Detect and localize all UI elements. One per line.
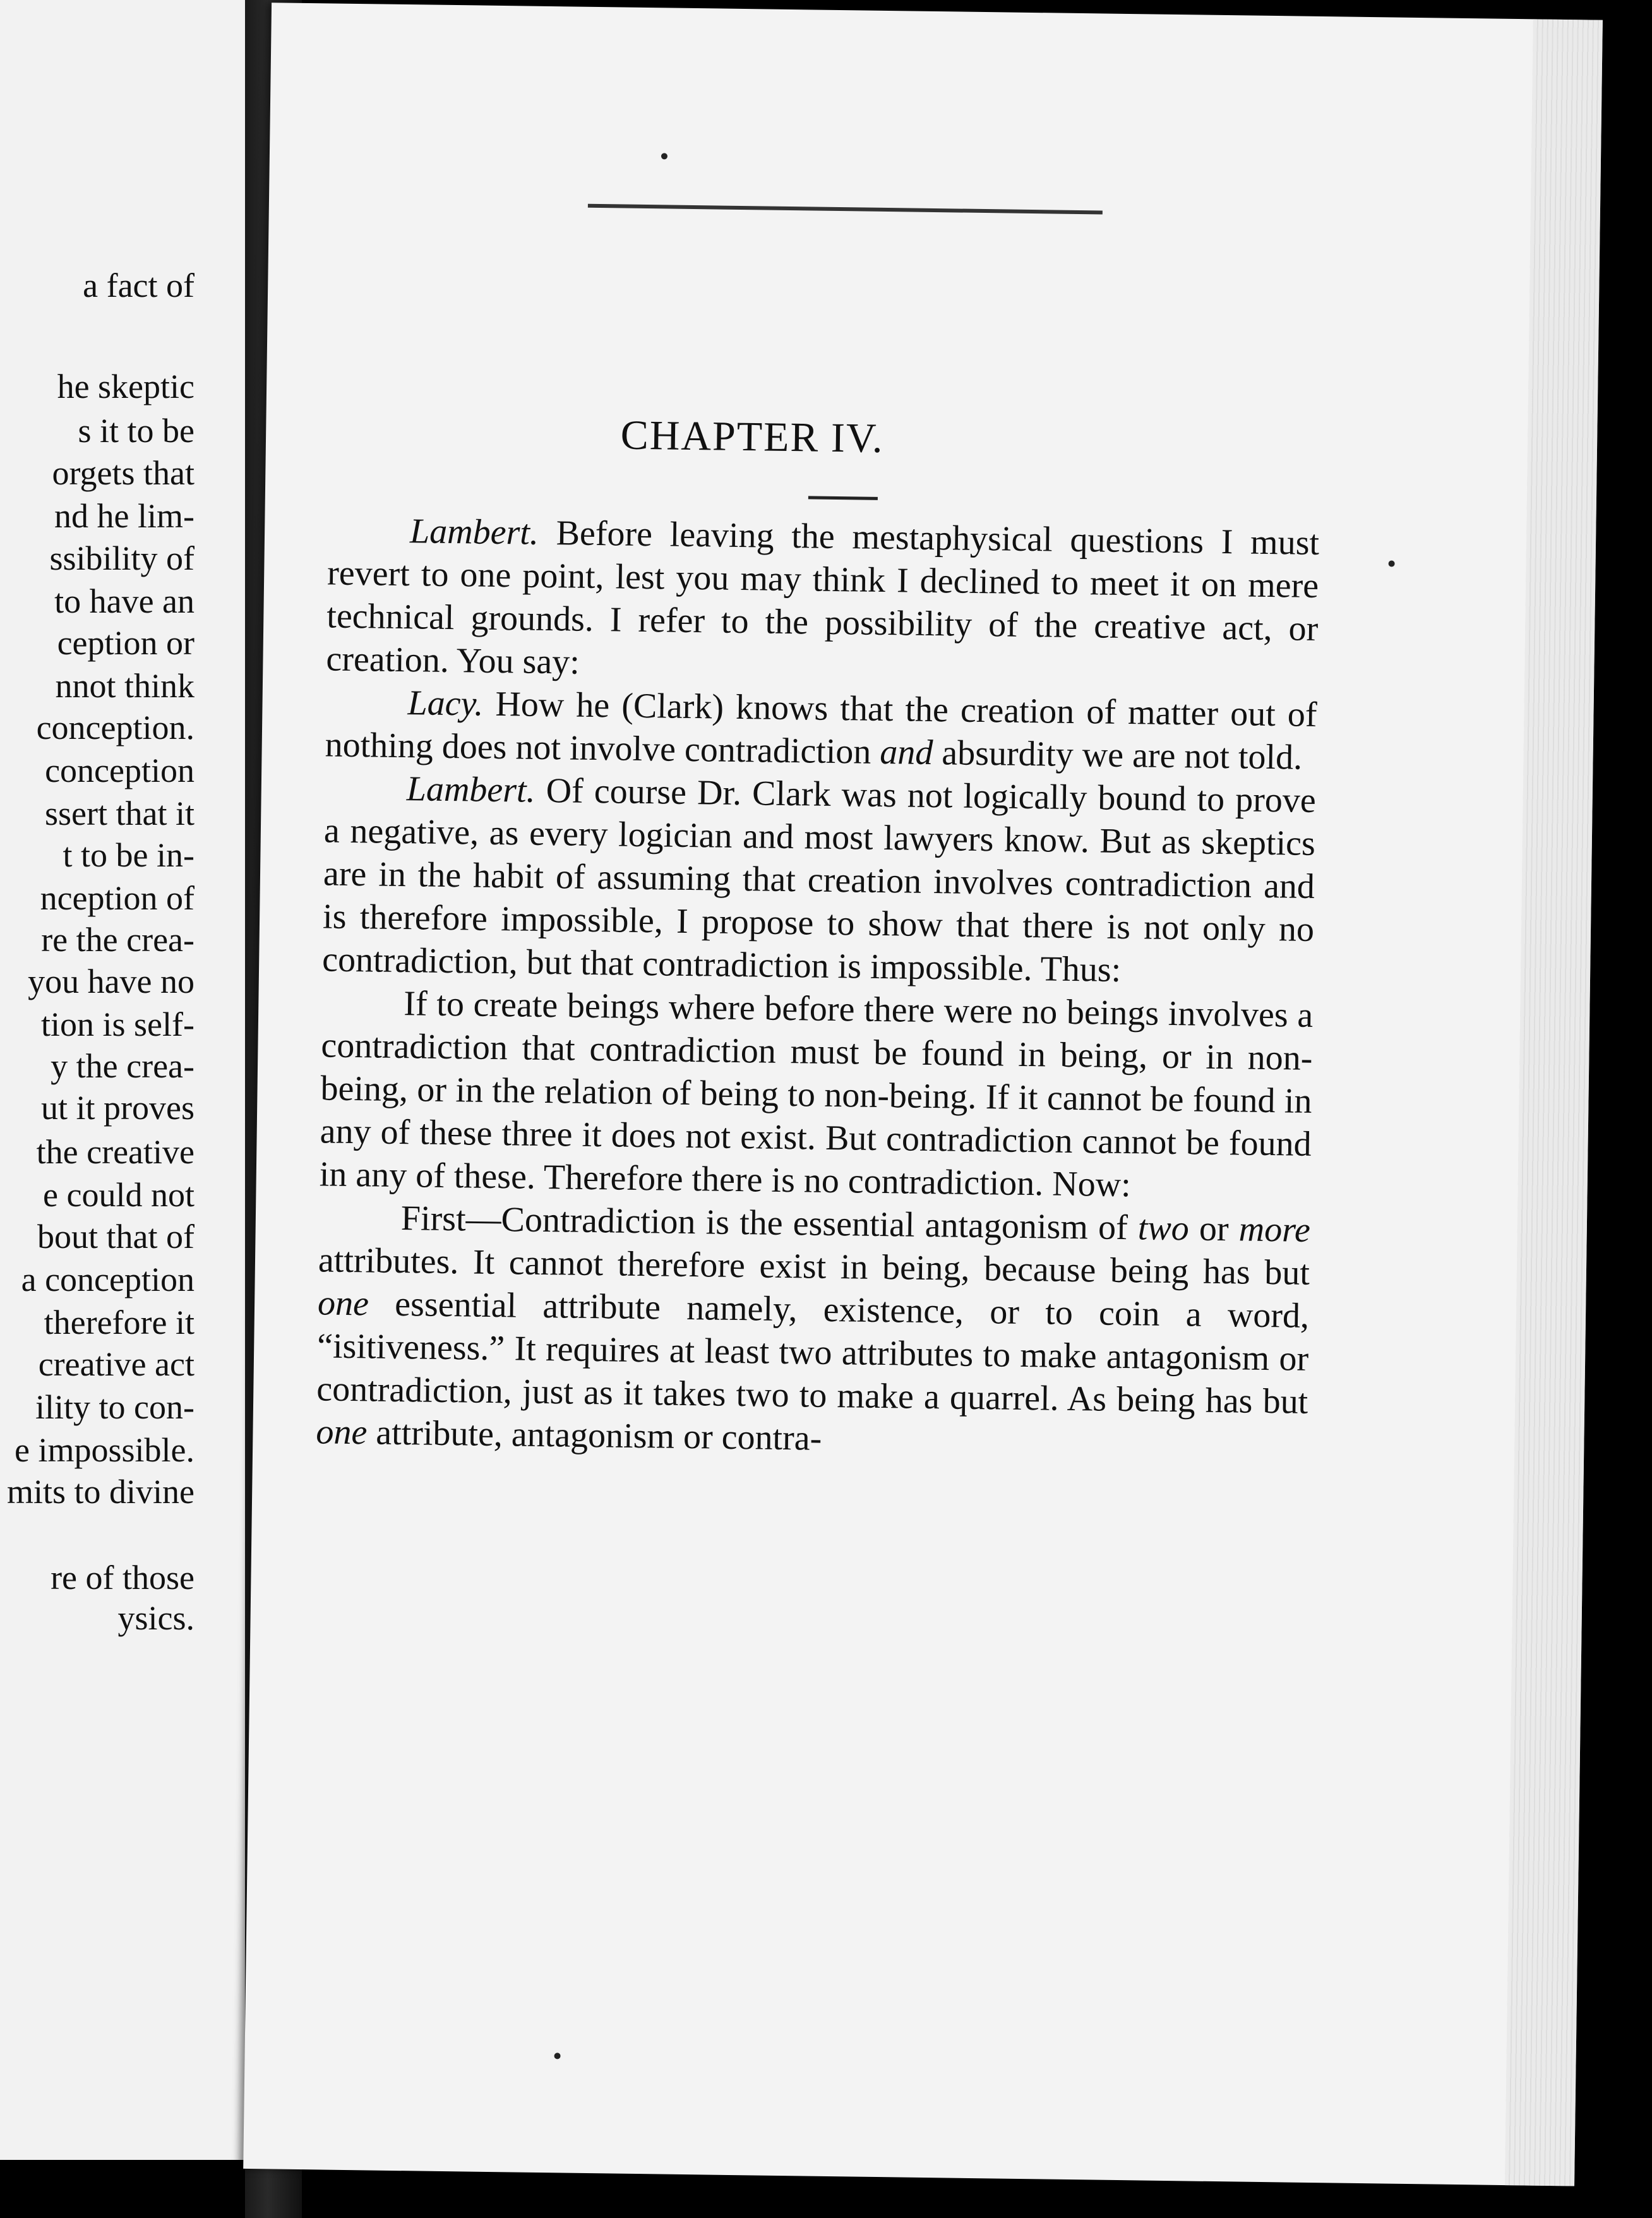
- left-page-line: re the crea-: [41, 921, 195, 959]
- paragraph-text: First—Contradiction is the essential antagonism of: [400, 1199, 1139, 1248]
- left-page-line: s it to be: [78, 412, 195, 450]
- emphasis: two: [1137, 1208, 1190, 1249]
- paragraph: [322, 766, 1316, 994]
- left-page-line: the creative: [36, 1133, 195, 1171]
- page-edges: [1505, 19, 1603, 2186]
- left-page-line: e could not: [43, 1176, 195, 1214]
- left-page-line: ssert that it: [45, 794, 195, 832]
- ink-speck: [554, 2053, 561, 2059]
- speaker-name: Lambert.: [409, 512, 539, 553]
- left-page-line: a fact of: [83, 267, 195, 304]
- paragraph-text: Of course Dr. Clark was not logically bound to prove a negative, as every logician and most lawyers know. But as skeptics are in the habit of assuming that creation involves contradiction and is therefore impossible, I propose to show that there is not only no contradiction, but that contradiction is impossible. Thus:: [321, 770, 1317, 990]
- left-page-line: ility to con-: [35, 1388, 195, 1426]
- paragraph-text: attributes. It cannot therefore exist in being, because being has but: [318, 1240, 1310, 1293]
- left-page-line: creative act: [38, 1345, 195, 1383]
- paragraph: [319, 981, 1313, 1209]
- left-page-line: conception: [45, 752, 195, 789]
- left-page-line: re of those: [51, 1559, 195, 1597]
- speaker-name: Lacy.: [407, 683, 484, 724]
- left-page-line: ysics.: [117, 1599, 195, 1637]
- left-page-line: nd he lim-: [54, 497, 195, 535]
- left-page-line: ut it proves: [41, 1089, 195, 1127]
- left-facing-page: [0, 0, 245, 2160]
- paragraph-text: Before leaving the mestaphysical questions I must revert to one point, lest you may think I declined to meet it on mere technical grounds. I refer to the possibility of the creative act, or creation. You say:: [326, 513, 1320, 682]
- ink-speck: [1389, 560, 1395, 566]
- emphasis: more: [1238, 1209, 1311, 1250]
- ink-speck: [661, 153, 667, 159]
- left-page-line: he skeptic: [57, 368, 195, 405]
- emphasis: and: [879, 732, 933, 773]
- chapter-title: CHAPTER IV.: [620, 412, 885, 462]
- title-rule: [808, 496, 878, 500]
- left-page-line: ception or: [57, 624, 195, 662]
- speaker-name: Lambert.: [406, 769, 536, 810]
- paragraph-text: If to create beings where before there were no beings involves a contradiction that contradiction must be found in being, or in non-being, or in the relation of being to non-being. If it cannot be found in any of these three it does not exist. But contradiction cannot be found in any of these. Therefore there is no contradiction. Now:: [319, 984, 1314, 1205]
- left-page-line: you have no: [28, 962, 195, 1000]
- paragraph: [326, 508, 1319, 693]
- emphasis: one: [317, 1283, 369, 1324]
- left-page-line: conception.: [36, 709, 195, 746]
- left-page-line: bout that of: [37, 1218, 195, 1256]
- paragraph-text: absurdity we are not told.: [932, 733, 1303, 777]
- paragraph-text: essential attribute namely, existence, or to coin a word, “isitiveness.” It requires at least two attributes to make antagonism or contradiction, just as it takes two to make a quarrel. As being has but: [316, 1284, 1310, 1422]
- emphasis: one: [316, 1412, 368, 1453]
- left-page-line: ssibility of: [49, 539, 195, 577]
- paragraph-text: How he (Clark) knows that the creation of matter out of nothing does not involve contradiction: [325, 684, 1317, 772]
- paragraph-text: or: [1188, 1209, 1240, 1249]
- body-text: [316, 508, 1319, 1466]
- left-page-line: a conception: [21, 1261, 195, 1298]
- left-page-line: y the crea-: [51, 1047, 195, 1085]
- left-page-line: e impossible.: [15, 1431, 195, 1469]
- left-page-line: therefore it: [44, 1304, 195, 1341]
- left-page-line: nception of: [40, 879, 195, 917]
- paragraph-text: attribute, antagonism or contra-: [366, 1413, 822, 1458]
- left-page-line: to have an: [54, 582, 195, 620]
- right-page: [243, 3, 1603, 2186]
- header-rule: [588, 204, 1103, 215]
- paragraph: [325, 680, 1317, 779]
- left-page-line: nnot think: [55, 667, 195, 705]
- left-page-line: mits to divine: [7, 1473, 195, 1511]
- left-page-line: orgets that: [52, 454, 195, 492]
- paragraph: [316, 1196, 1310, 1466]
- left-page-line: tion is self-: [41, 1005, 195, 1043]
- left-page-line: t to be in-: [63, 836, 195, 874]
